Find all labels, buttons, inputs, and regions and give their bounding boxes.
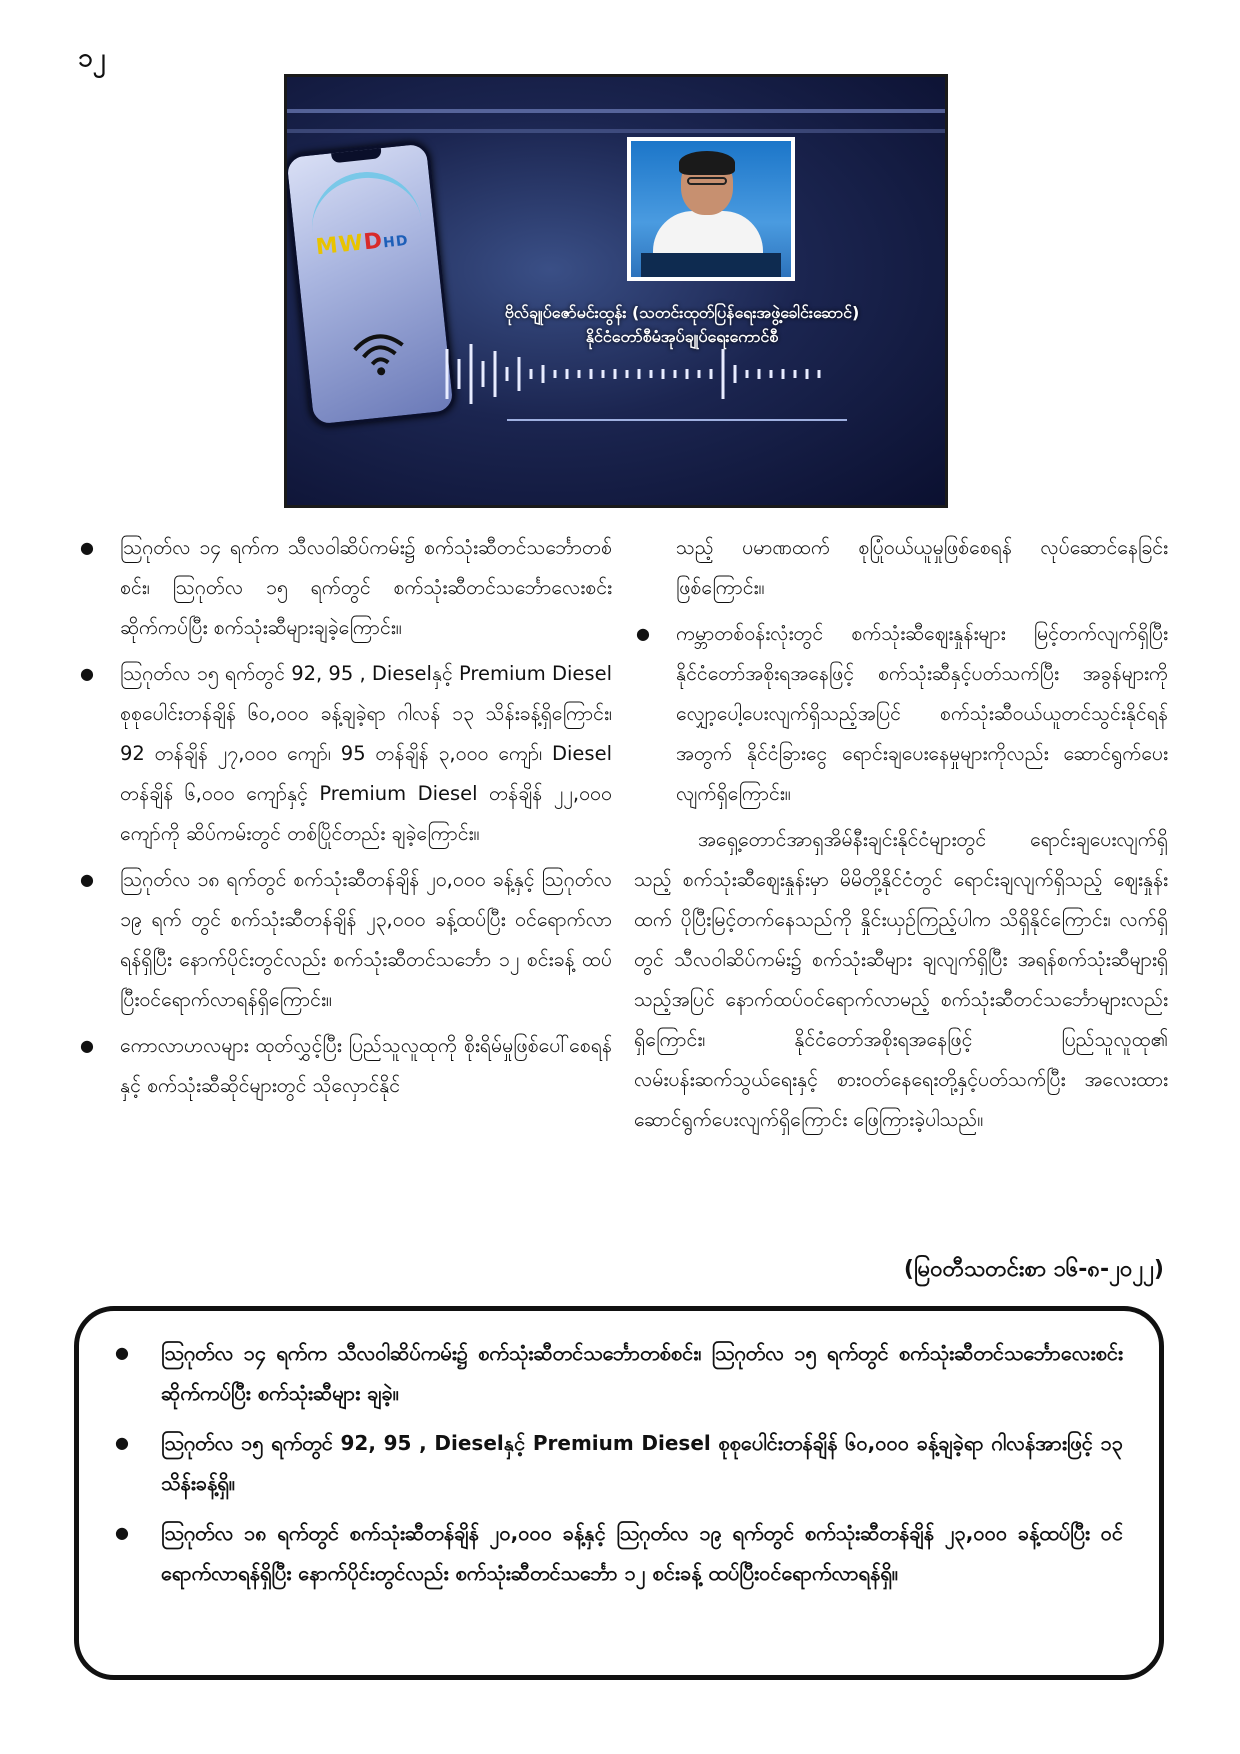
figure-decor-bar xyxy=(287,129,945,133)
left-column xyxy=(78,528,612,1112)
logo-d: D xyxy=(362,228,385,256)
bullet-item: ● ဩဂုတ်လ ၁၅ ရက်တွင် 92, 95 , Dieselနှင့် Premium Diesel စုစုပေါင်းတန်ချိန် ၆၀,၀၀၀ ခန့်ချခဲ့ရာ ဂါလန် ၁၃ သိန်းခန့်ရှိကြောင်း၊ 92 တန်ချိန် ၂၇,၀၀၀ ကျော်၊ 95 တန်ချိန် ၃,၀၀၀ ကျော်၊ Diesel တန်ချိန် ၆,၀၀၀ ကျော်နှင့် Premium Diesel တန်ချိန် ၂၂,၀၀၀ ကျော်ကို ဆိပ်ကမ်းတွင် တစ်ပြိုင်တည်း ချခဲ့ကြောင်း။ xyxy=(78,654,612,854)
page-number: ၁၂ xyxy=(78,43,106,73)
speaker-video-frame xyxy=(627,137,795,281)
right-column xyxy=(634,528,1168,1140)
caption-organization: နိုင်ငံတော်စီမံအုပ်ချုပ်ရေးကောင်စီ xyxy=(585,327,779,346)
caption-name: ဗိုလ်ချုပ်ဇော်မင်းထွန်း (သတင်းထုတ်ပြန်ရေးအဖွဲ့ခေါင်းဆောင်) xyxy=(504,303,860,322)
phone-notch xyxy=(331,148,382,163)
summary-bullet: ● ဩဂုတ်လ ၁၄ ရက်က သီလဝါဆိပ်ကမ်း၌ စက်သုံးဆီတင်သင်္ဘောတစ်စင်း၊ ဩဂုတ်လ ၁၅ ရက်တွင် စက်သုံးဆီတင်သင်္ဘောလေးစင်း ဆိုက်ကပ်ပြီး စက်သုံးဆီများ ချခဲ့။ xyxy=(115,1333,1123,1413)
podium xyxy=(641,253,781,277)
figure-decor-bar xyxy=(287,109,945,113)
bullet-item: ● ဩဂုတ်လ ၁၈ ရက်တွင် စက်သုံးဆီတန်ချိန် ၂၀,၀၀၀ ခန့်နှင့် ဩဂုတ်လ ၁၉ ရက် တွင် စက်သုံးဆီတန်ချိန် ၂၃,၀၀၀ ခန့်ထပ်ပြီး ဝင်ရောက်လာရန်ရှိပြီး နောက်ပိုင်းတွင်လည်း စက်သုံးဆီတင်သင်္ဘော ၁၂ စင်းခန့် ထပ်ပြီးဝင်ရောက်လာရန်ရှိကြောင်း။ xyxy=(78,860,612,1020)
summary-bullet: ● ဩဂုတ်လ ၁၈ ရက်တွင် စက်သုံးဆီတန်ချိန် ၂၀,၀၀၀ ခန့်နှင့် ဩဂုတ်လ ၁၉ ရက်တွင် စက်သုံးဆီတန်ချိန် ၂၃,၀၀၀ ခန့်ထပ်ပြီး ဝင်ရောက်လာရန်ရှိပြီး နောက်ပိုင်းတွင်လည်း စက်သုံးဆီတင်သင်္ဘော ၁၂ စင်းခန့် ထပ်ပြီးဝင်ရောက်လာရန်ရှိ။ xyxy=(115,1513,1123,1593)
article-body xyxy=(78,528,1168,1248)
news-video-screenshot xyxy=(284,74,948,508)
summary-bullet: ● ဩဂုတ်လ ၁၅ ရက်တွင် 92, 95 , Dieselနှင့် Premium Diesel စုစုပေါင်းတန်ချိန် ၆၀,၀၀၀ ခန့်ချခဲ့ရာ ဂါလန်အားဖြင့် ၁၃ သိန်းခန့်ရှိ။ xyxy=(115,1423,1123,1503)
bullet-continuation: သည့် ပမာဏထက် စုပြုံဝယ်ယူမှုဖြစ်စေရန် လုပ်ဆောင်နေခြင်းဖြစ်ကြောင်း။ xyxy=(676,536,1168,599)
progress-line xyxy=(507,419,847,421)
body-paragraph: အရှေ့တောင်အာရှအိမ်နီးချင်းနိုင်ငံများတွင် ရောင်းချပေးလျက်ရှိသည့် စက်သုံးဆီဈေးနှုန်းမှာ မိမိတို့နိုင်ငံတွင် ရောင်းချလျက်ရှိသည့် ဈေးနှုန်းထက် ပိုပြီးမြင့်တက်နေသည်ကို နှိုင်းယှဉ်ကြည့်ပါက သိရှိနိုင်ကြောင်း၊ လက်ရှိတွင် သီလဝါဆိပ်ကမ်း၌ စက်သုံးဆီများ ချလျက်ရှိပြီး အရန်စက်သုံးဆီများရှိသည့်အပြင် နောက်ထပ်ဝင်ရောက်လာမည့် စက်သုံးဆီတင်သင်္ဘောများလည်းရှိကြောင်း၊ နိုင်ငံတော်အစိုးရအနေဖြင့် ပြည်သူလူထု၏ လမ်းပန်းဆက်သွယ်ရေးနှင့် စားဝတ်နေရေးတို့နှင့်ပတ်သက်ပြီး အလေးထားဆောင်ရွက်ပေးလျက်ရှိကြောင်း ဖြေကြားခဲ့ပါသည်။ xyxy=(634,828,1168,1131)
speaker-glasses xyxy=(687,177,727,185)
audio-waveform xyxy=(437,339,857,409)
logo-mw: MW xyxy=(314,230,366,261)
bullet-item: ● ဩဂုတ်လ ၁၄ ရက်က သီလဝါဆိပ်ကမ်း၌ စက်သုံးဆီတင်သင်္ဘောတစ်စင်း၊ ဩဂုတ်လ ၁၅ ရက်တွင် စက်သုံးဆီတင်သင်္ဘောလေးစင်း ဆိုက်ကပ်ပြီး စက်သုံးဆီများချခဲ့ကြောင်း။ xyxy=(78,528,612,648)
source-citation: (မြဝတီသတင်းစာ ၁၆-၈-၂၀၂၂) xyxy=(903,1257,1164,1282)
phone-graphic xyxy=(284,140,457,428)
summary-box xyxy=(74,1306,1164,1680)
bullet-item: ● ကမ္ဘာတစ်ဝန်းလုံးတွင် စက်သုံးဆီဈေးနှုန်းများ မြင့်တက်လျက်ရှိပြီး နိုင်ငံတော်အစိုးရအနေဖြင့် စက်သုံးဆီနှင့်ပတ်သက်ပြီး အခွန်များကို လျှော့ပေါ့ပေးလျက်ရှိသည့်အပြင် စက်သုံးဆီဝယ်ယူတင်သွင်းနိုင်ရန်အတွက် နိုင်ငံခြားငွေ ရောင်းချပေးနေမှုများကိုလည်း ဆောင်ရွက်ပေးလျက်ရှိကြောင်း။ xyxy=(634,614,1168,814)
speaker-photo xyxy=(631,141,791,277)
speaker-hair xyxy=(679,151,735,175)
logo-hd: HD xyxy=(382,232,410,252)
bullet-item: ● ကောလာဟလများ ထုတ်လွှင့်ပြီး ပြည်သူလူထုကို စိုးရိမ်မှုဖြစ်ပေါ်စေရန်နှင့် စက်သုံးဆီဆိုင်များတွင် သိုလှောင်နိုင် xyxy=(78,1026,612,1106)
wifi-icon xyxy=(349,327,410,381)
